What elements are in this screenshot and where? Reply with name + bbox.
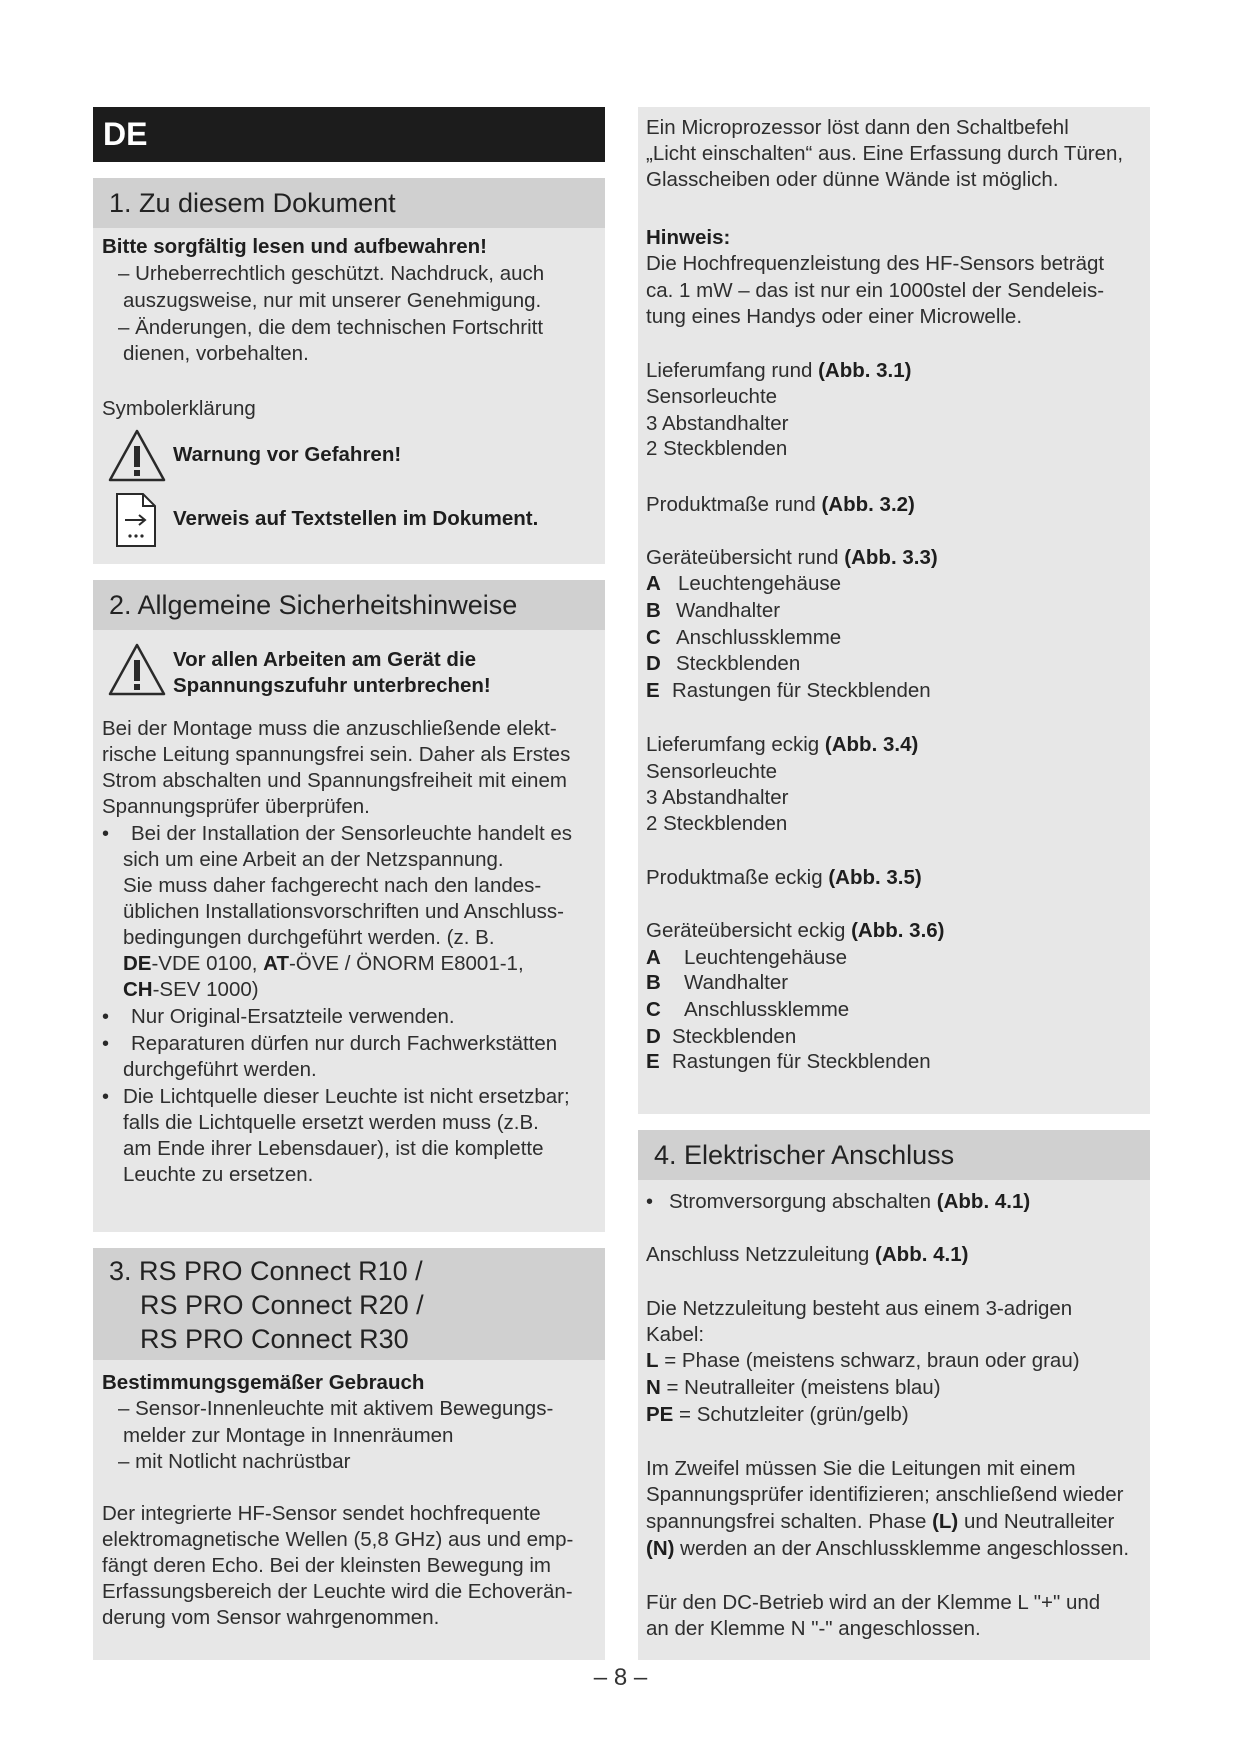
document-reference-icon: [115, 492, 157, 548]
bullet-icon: •: [102, 1033, 110, 1055]
overview-square-value: Wandhalter: [684, 971, 789, 994]
bullet-icon: •: [102, 1086, 110, 1108]
notice-line: dienen, vorbehalten.: [123, 342, 309, 365]
scope-square-item: 2 Steckblenden: [646, 812, 788, 835]
bullet-text: sich um eine Arbeit an der Netzspannung.: [123, 848, 504, 871]
overview-round-value: Steckblenden: [676, 652, 801, 675]
reference-label: Verweis auf Textstellen im Dokument.: [173, 507, 539, 530]
use-line: – mit Notlicht nachrüstbar: [118, 1450, 351, 1473]
bullet-text: Reparaturen dürfen nur durch Fachwerkstätten: [131, 1032, 558, 1055]
sensor-paragraph: Der integrierte HF-Sensor sendet hochfrequente: [102, 1502, 541, 1525]
overview-round-value: Wandhalter: [676, 599, 781, 622]
safety-paragraph: rische Leitung spannungsfrei sein. Daher als Erstes: [102, 743, 571, 766]
use-line: – Sensor-Innenleuchte mit aktivem Bewegungs-: [118, 1397, 554, 1420]
notice-line: – Urheberrechtlich geschützt. Nachdruck, auch: [118, 262, 545, 285]
overview-round-value: Leuchtengehäuse: [678, 572, 842, 595]
overview-round-heading: Geräteübersicht rund (Abb. 3.3): [646, 546, 938, 569]
safety-paragraph: Bei der Montage muss die anzuschließende elekt-: [102, 717, 557, 740]
overview-round-key: A: [646, 572, 661, 595]
section-3-title: 3. RS PRO Connect R10 / RS PRO Connect R20 / RS PRO Connect R30: [93, 1248, 605, 1360]
doubt-line: Spannungsprüfer identifizieren; anschließend wieder: [646, 1483, 1124, 1506]
scope-round-item: 2 Steckblenden: [646, 437, 788, 460]
wire-line: PE = Schutzleiter (grün/gelb): [646, 1403, 909, 1426]
warning-label: Warnung vor Gefahren!: [173, 443, 402, 466]
overview-round-value: Anschlussklemme: [676, 626, 842, 649]
note-heading: Hinweis:: [646, 226, 731, 249]
overview-round-key: E: [646, 679, 660, 702]
section-4-title: 4. Elektrischer Anschluss: [638, 1130, 1150, 1180]
overview-square-value: Leuchtengehäuse: [684, 946, 848, 969]
overview-round-key: D: [646, 652, 661, 675]
bullet-text: falls die Lichtquelle ersetzt werden muss (z.B.: [123, 1111, 539, 1134]
wire-line: L = Phase (meistens schwarz, braun oder grau): [646, 1349, 1080, 1372]
dc-line: Für den DC-Betrieb wird an der Klemme L "+" und: [646, 1591, 1101, 1614]
sensor-paragraph: derung vom Sensor wahrgenommen.: [102, 1606, 440, 1629]
overview-square-heading: Geräteübersicht eckig (Abb. 3.6): [646, 919, 945, 942]
warning-triangle-icon: [107, 428, 167, 484]
note-line: Die Hochfrequenzleistung des HF-Sensors beträgt: [646, 252, 1105, 275]
doubt-line: Im Zweifel müssen Sie die Leitungen mit einem: [646, 1457, 1076, 1480]
bullet-text: Bei der Installation der Sensorleuchte handelt es: [131, 822, 573, 845]
doubt-line: spannungsfrei schalten. Phase (L) und Neutralleiter: [646, 1510, 1115, 1533]
bullet-icon: •: [102, 823, 110, 845]
symbols-heading: Symbolerklärung: [102, 397, 256, 420]
bullet-text: bedingungen durchgeführt werden. (z. B.: [123, 926, 495, 949]
sensor-paragraph: Erfassungsbereich der Leuchte wird die Echoverän-: [102, 1580, 573, 1603]
bullet-text: am Ende ihrer Lebensdauer), ist die komplette: [123, 1137, 544, 1160]
read-heading: Bitte sorgfältig lesen und aufbewahren!: [102, 235, 487, 258]
language-label: DE: [93, 107, 605, 162]
section-1: [93, 178, 605, 564]
doubt-line: (N) werden an der Anschlussklemme angeschlossen.: [646, 1537, 1130, 1560]
overview-square-key: B: [646, 971, 661, 994]
overview-square-key: A: [646, 946, 661, 969]
bullet-icon: •: [102, 1006, 110, 1028]
sensor-paragraph: fängt deren Echo. Bei der kleinsten Bewegung im: [102, 1554, 551, 1577]
cont-line: Glasscheiben oder dünne Wände ist möglich.: [646, 168, 1059, 191]
scope-square-item: Sensorleuchte: [646, 760, 778, 783]
overview-square-key: C: [646, 998, 661, 1021]
safety-paragraph: Strom abschalten und Spannungsfreiheit mit einem: [102, 769, 567, 792]
section-1-title: 1. Zu diesem Dokument: [93, 178, 605, 228]
overview-round-value: Rastungen für Steckblenden: [672, 679, 931, 702]
note-line: tung eines Handys oder einer Microwelle.: [646, 305, 1023, 328]
section-4: [638, 1130, 1150, 1660]
overview-square-value: Steckblenden: [672, 1025, 797, 1048]
warning-triangle-icon: [107, 642, 167, 698]
mains-heading: Anschluss Netzzuleitung (Abb. 4.1): [646, 1243, 969, 1266]
section-2: [93, 580, 605, 1232]
bullet-text: Nur Original-Ersatzteile verwenden.: [131, 1005, 455, 1028]
bullet-icon: •: [646, 1191, 654, 1213]
use-heading: Bestimmungsgemäßer Gebrauch: [102, 1371, 425, 1394]
overview-round-key: C: [646, 626, 661, 649]
scope-round-item: 3 Abstandhalter: [646, 412, 789, 435]
dims-square-heading: Produktmaße eckig (Abb. 3.5): [646, 866, 922, 889]
safety-paragraph: Spannungsprüfer überprüfen.: [102, 795, 370, 818]
dc-line: an der Klemme N "-" angeschlossen.: [646, 1617, 981, 1640]
standards-line: CH-SEV 1000): [123, 978, 259, 1001]
dims-round-heading: Produktmaße rund (Abb. 3.2): [646, 493, 915, 516]
page-number: – 8 –: [593, 1664, 648, 1691]
scope-square-item: 3 Abstandhalter: [646, 786, 789, 809]
note-line: ca. 1 mW – das ist nur ein 1000stel der Sendeleis-: [646, 279, 1105, 302]
cont-line: „Licht einschalten“ aus. Eine Erfassung durch Türen,: [646, 142, 1124, 165]
overview-round-key: B: [646, 599, 661, 622]
bullet-text: Leuchte zu ersetzen.: [123, 1163, 314, 1186]
overview-square-key: D: [646, 1025, 661, 1048]
safety-warning-line: Vor allen Arbeiten am Gerät die: [173, 648, 477, 671]
section-2-title: 2. Allgemeine Sicherheitshinweise: [93, 580, 605, 630]
standards-line: DE-VDE 0100, AT-ÖVE / ÖNORM E8001-1,: [123, 952, 524, 975]
section-3: [93, 1248, 605, 1660]
wire-line: N = Neutralleiter (meistens blau): [646, 1376, 941, 1399]
scope-round-item: Sensorleuchte: [646, 385, 778, 408]
overview-square-key: E: [646, 1050, 660, 1073]
cable-line: Kabel:: [646, 1323, 705, 1346]
cont-line: Ein Microprozessor löst dann den Schaltbefehl: [646, 116, 1069, 139]
safety-warning-line: Spannungszufuhr unterbrechen!: [173, 674, 491, 697]
overview-square-value: Anschlussklemme: [684, 998, 850, 1021]
bullet-text: Sie muss daher fachgerecht nach den landes-: [123, 874, 542, 897]
scope-round-heading: Lieferumfang rund (Abb. 3.1): [646, 359, 912, 382]
scope-square-heading: Lieferumfang eckig (Abb. 3.4): [646, 733, 919, 756]
use-line: melder zur Montage in Innenräumen: [123, 1424, 454, 1447]
bullet-text: durchgeführt werden.: [123, 1058, 317, 1081]
sensor-paragraph: elektromagnetische Wellen (5,8 GHz) aus und emp-: [102, 1528, 574, 1551]
section-3-continued: [638, 107, 1150, 1114]
bullet-text: üblichen Installationsvorschriften und Anschluss-: [123, 900, 564, 923]
power-off-bullet: Stromversorgung abschalten (Abb. 4.1): [669, 1190, 1031, 1213]
overview-square-value: Rastungen für Steckblenden: [672, 1050, 931, 1073]
notice-line: auszugsweise, nur mit unserer Genehmigung.: [123, 289, 542, 312]
cable-line: Die Netzzuleitung besteht aus einem 3-adrigen: [646, 1297, 1073, 1320]
notice-line: – Änderungen, die dem technischen Fortschritt: [118, 316, 544, 339]
bullet-text: Die Lichtquelle dieser Leuchte ist nicht ersetzbar;: [123, 1085, 570, 1108]
